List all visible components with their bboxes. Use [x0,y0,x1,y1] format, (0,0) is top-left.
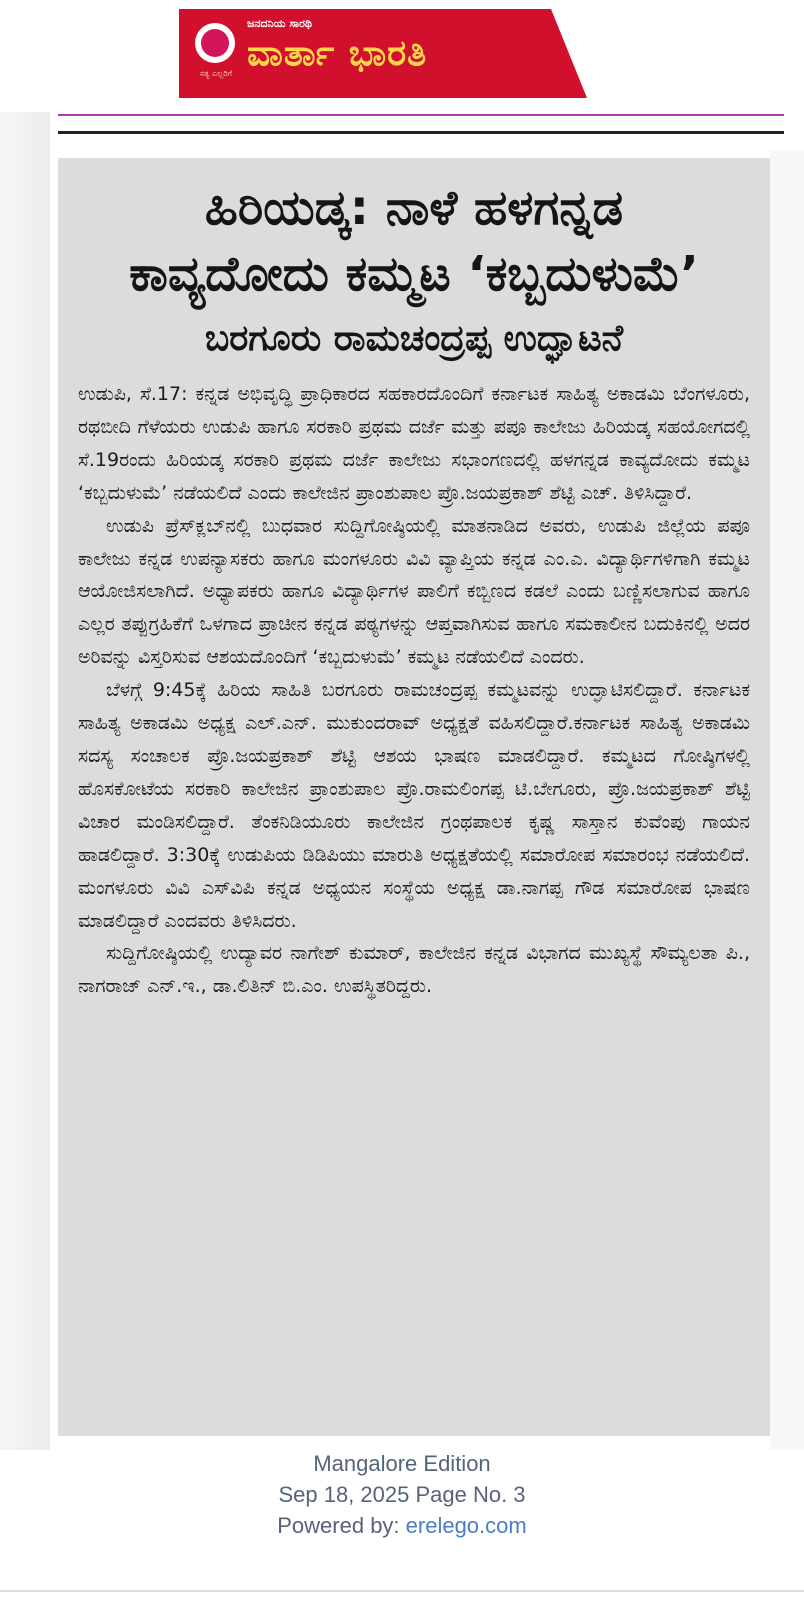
edition-date-page: Sep 18, 2025 Page No. 3 [278,1482,526,1507]
logo-subtext: ಸತ್ಯ ಎಲ್ಲರಿಗೆ [199,69,233,78]
edition-name: Mangalore Edition [313,1451,491,1476]
masthead-logo [179,9,587,98]
masthead-tagline: ಜನದನಿಯ ಸಾರಥಿ [247,17,312,30]
article-paragraph-4: ಸುದ್ದಿಗೋಷ್ಠಿಯಲ್ಲಿ ಉದ್ಯಾವರ ನಾಗೇಶ್ ಕುಮಾರ್, ಕಾಲೇಜಿನ ಕನ್ನಡ ವಿಭಾಗದ ಮುಖ್ಯಸ್ಥೆ ಸೌಮ್ಯಲತಾ ಪಿ., ನಾಗರಾಜ್ ಎನ್.ಇ., ಡಾ.ಲಿತಿನ್ ಬಿ.ಎಂ. ಉಪಸ್ಥಿತರಿದ್ದರು. [78,942,750,998]
page-margin-right [770,150,804,1450]
divider-black [58,131,784,134]
bottom-divider [0,1590,804,1592]
masthead-title: ವಾರ್ತಾ ಭಾರತಿ [247,33,428,74]
powered-by-label: Powered by: [277,1513,406,1538]
news-clipping [58,158,770,1436]
divider-purple [58,114,784,116]
page-margin-left [0,112,50,1450]
subheadline: ಬರಗೂರು ರಾಮಚಂದ್ರಪ್ಪ ಉದ್ಘಾಟನೆ [204,318,624,359]
article-paragraph-2: ಉಡುಪಿ ಪ್ರೆಸ್‌ಕ್ಲಬ್‌ನಲ್ಲಿ ಬುಧವಾರ ಸುದ್ದಿಗೋಷ್ಠಿಯಲ್ಲಿ ಮಾತನಾಡಿದ ಅವರು, ಉಡುಪಿ ಜಿಲ್ಲೆಯ ಪಪೂ ಕಾಲೇಜು ಕನ್ನಡ ಉಪನ್ಯಾಸಕರು ಹಾಗೂ ಮಂಗಳೂರು ವಿವಿ ವ್ಯಾಪ್ತಿಯ ಕನ್ನಡ ಎಂ.ಎ. ವಿದ್ಯಾರ್ಥಿಗಳಿಗಾಗಿ ಕಮ್ಮಟ ಆಯೋಜಿಸಲಾಗಿದೆ. ಅಧ್ಯಾಪಕರು ಹಾಗೂ ವಿದ್ಯಾರ್ಥಿಗಳ ಪಾಲಿಗೆ ಕಬ್ಬಿಣದ ಕಡಲೆ ಎಂದು ಬಣ್ಣಿಸಲಾಗುವ ಹಾಗೂ ಎಲ್ಲರ ತಪ್ಪುಗ್ರಹಿಕೆಗೆ ಒಳಗಾದ ಪ್ರಾಚೀನ ಕನ್ನಡ ಪಠ್ಯಗಳನ್ನು ಆಪ್ತವಾಗಿಸುವ ಹಾಗೂ ಸಮಕಾಲೀನ ಬದುಕಿನಲ್ಲಿ ಅದರ ಅರಿವನ್ನು ವಿಸ್ತರಿಸುವ ಆಶಯದೊಂದಿಗೆ ‘ಕಬ್ಬದುಳುಮೆ’ ಕಮ್ಮಟ ನಡೆಯಲಿದೆ ಎಂದರು. [78,514,750,669]
headline-line-2: ಕಾವ್ಯದೋದು ಕಮ್ಮಟ ‘ಕಬ್ಬದುಳುಮೆ’ [129,246,699,302]
article-paragraph-3: ಬೆಳಗ್ಗೆ 9:45ಕ್ಕೆ ಹಿರಿಯ ಸಾಹಿತಿ ಬರಗೂರು ರಾಮಚಂದ್ರಪ್ಪ ಕಮ್ಮಟವನ್ನು ಉದ್ಘಾಟಿಸಲಿದ್ದಾರೆ. ಕರ್ನಾಟಕ ಸಾಹಿತ್ಯ ಅಕಾಡಮಿ ಅಧ್ಯಕ್ಷ ಎಲ್.ಎನ್. ಮುಕುಂದರಾವ್ ಅಧ್ಯಕ್ಷತೆ ವಹಿಸಲಿದ್ದಾರೆ.ಕರ್ನಾಟಕ ಸಾಹಿತ್ಯ ಅಕಾಡಮಿ ಸದಸ್ಯ ಸಂಚಾಲಕ ಪ್ರೊ.ಜಯಪ್ರಕಾಶ್ ಶೆಟ್ಟಿ ಆಶಯ ಭಾಷಣ ಮಾಡಲಿದ್ದಾರೆ. ಕಮ್ಮಟದ ಗೋಷ್ಠಿಗಳಲ್ಲಿ ಹೊಸಕೋಟೆಯ ಸರಕಾರಿ ಕಾಲೇಜಿನ ಪ್ರಾಂಶುಪಾಲ ಪ್ರೊ.ರಾಮಲಿಂಗಪ್ಪ ಟಿ.ಬೇಗೂರು, ಪ್ರೊ.ಜಯಪ್ರಕಾಶ್ ಶೆಟ್ಟಿ ವಿಚಾರ ಮಂಡಿಸಲಿದ್ದಾರೆ. ತೆಂಕನಿಡಿಯೂರು ಕಾಲೇಜಿನ ಗ್ರಂಥಪಾಲಕ ಕೃಷ್ಣ ಸಾಸ್ತಾನ ಕುವೆಂಪು ಗಾಯನ ಹಾಡಲಿದ್ದಾರೆ. 3:30ಕ್ಕೆ ಉಡುಪಿಯ ಡಿಡಿಪಿಯು ಮಾರುತಿ ಅಧ್ಯಕ್ಷತೆಯಲ್ಲಿ ಸಮಾರೋಪ ಸಮಾರಂಭ ನಡೆಯಲಿದೆ. ಮಂಗಳೂರು ವಿವಿ ಎಸ್‌ವಿಪಿ ಕನ್ನಡ ಅಧ್ಯಯನ ಸಂಸ್ಥೆಯ ಅಧ್ಯಕ್ಷ ಡಾ.ನಾಗಪ್ಪ ಗೌಡ ಸಮಾರೋಪ ಭಾಷಣ ಮಾಡಲಿದ್ದಾರೆ ಎಂದವರು ತಿಳಿಸಿದರು. [78,679,750,932]
edition-footer [0,1448,804,1541]
powered-by-link[interactable]: erelego.com [405,1513,527,1538]
article-body [78,378,750,1003]
powered-by [0,1510,804,1541]
headline-line-1: ಹಿರಿಯಡ್ಕ: ನಾಳೆ ಹಳಗನ್ನಡ [204,180,624,236]
article-paragraph-1: ಉಡುಪಿ, ಸೆ.17: ಕನ್ನಡ ಅಭಿವೃದ್ಧಿ ಪ್ರಾಧಿಕಾರದ ಸಹಕಾರದೊಂದಿಗೆ ಕರ್ನಾಟಕ ಸಾಹಿತ್ಯ ಅಕಾಡಮಿ ಬೆಂಗಳೂರು, ರಥಬೀದಿ ಗೆಳೆಯರು ಉಡುಪಿ ಹಾಗೂ ಸರಕಾರಿ ಪ್ರಥಮ ದರ್ಜೆ ಮತ್ತು ಪಪೂ ಕಾಲೇಜು ಹಿರಿಯಡ್ಕ ಸಹಯೋಗದಲ್ಲಿ ಸೆ.19ರಂದು ಹಿರಿಯಡ್ಕ ಸರಕಾರಿ ಪ್ರಥಮ ದರ್ಜೆ ಕಾಲೇಜು ಸಭಾಂಗಣದಲ್ಲಿ ಹಳಗನ್ನಡ ಕಾವ್ಯದೋದು ಕಮ್ಮಟ ‘ಕಬ್ಬದುಳುಮೆ’ ನಡೆಯಲಿದೆ ಎಂದು ಕಾಲೇಜಿನ ಪ್ರಾಂಶುಪಾಲ ಪ್ರೊ.ಜಯಪ್ರಕಾಶ್ ಶೆಟ್ಟಿ ಎಚ್. ತಿಳಿಸಿದ್ದಾರೆ. [78,383,750,504]
brand-emblem-icon [195,23,235,63]
